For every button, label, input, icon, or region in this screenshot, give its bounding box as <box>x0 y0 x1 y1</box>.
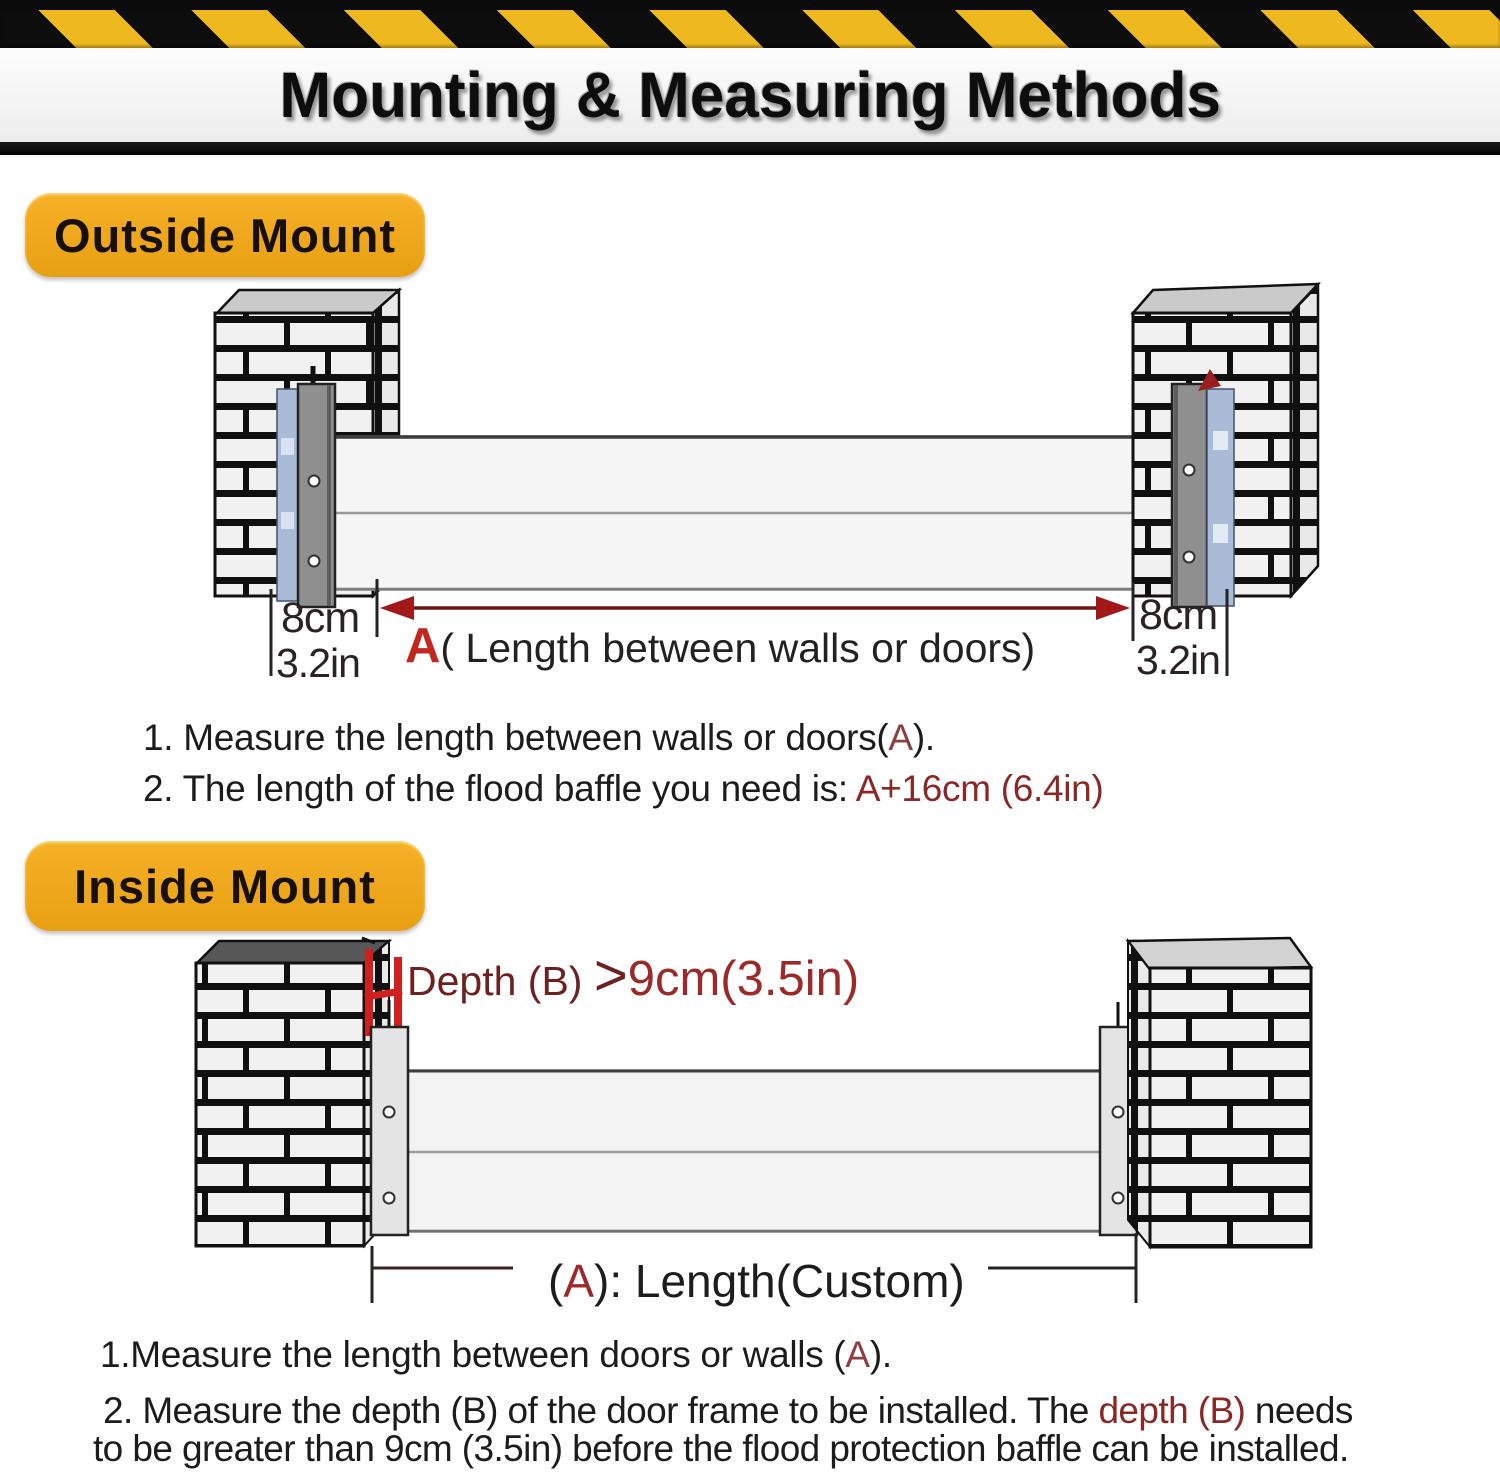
screw-hole <box>1184 552 1195 563</box>
left-blue-rail <box>277 389 298 601</box>
outside-step-2: 2. The length of the flood baffle you need is: A+16cm (6.4in) <box>143 768 1104 809</box>
outside-mount-badge <box>25 193 425 277</box>
hazard-stripe-banner <box>0 10 1500 48</box>
outside-left-bracket <box>277 384 335 607</box>
outside-right-in: 3.2in <box>1136 637 1220 683</box>
inside-left-bracket <box>371 1000 408 1235</box>
screw-hole <box>1113 1193 1124 1204</box>
screw-hole <box>384 1193 395 1204</box>
dimension-letter-a: A <box>405 619 441 673</box>
screw-hole <box>1184 465 1195 476</box>
outside-step-1: 1. Measure the length between walls or doors(A). <box>143 717 935 758</box>
inside-step-3: to be greater than 9cm (3.5in) before the flood protection baffle can be installed. <box>93 1428 1349 1469</box>
outside-span-label: A( Length between walls or doors) <box>405 619 1036 673</box>
inside-right-pillar <box>1128 938 1311 1247</box>
outside-right-cm: 8cm <box>1139 591 1218 639</box>
outside-left-cm: 8cm <box>281 594 360 642</box>
right-blue-rail <box>1207 389 1234 606</box>
inside-step-2: 2. Measure the depth (B) of the door frame to be installed. The depth (B) needs <box>103 1390 1353 1431</box>
inside-left-pillar <box>196 941 389 1246</box>
depth-annotation: Depth (B) >9cm(3.5in) <box>407 943 860 1008</box>
inside-step-1: 1.Measure the length between doors or walls (A). <box>100 1334 892 1375</box>
screw-hole <box>384 1107 395 1118</box>
inside-mount-badge <box>25 841 425 931</box>
outside-flood-barrier <box>330 436 1175 590</box>
inside-mount-badge-label: Inside Mount <box>74 859 376 913</box>
outside-left-in: 3.2in <box>276 640 360 686</box>
length-annotation: (A): Length(Custom) <box>548 1255 965 1307</box>
screw-hole <box>309 476 320 487</box>
outside-right-bracket <box>1172 369 1234 607</box>
arrowhead-left-icon <box>380 596 414 620</box>
top-black-bar <box>0 0 1500 10</box>
title-underline-bar <box>0 142 1500 155</box>
title-band <box>0 48 1500 142</box>
page-title: Mounting & Measuring Methods <box>279 59 1221 131</box>
arrowhead-right-icon <box>1096 596 1130 620</box>
screw-hole <box>1113 1107 1124 1118</box>
outside-mount-badge-label: Outside Mount <box>54 208 396 262</box>
inside-flood-barrier <box>400 1070 1105 1232</box>
screw-hole <box>309 556 320 567</box>
